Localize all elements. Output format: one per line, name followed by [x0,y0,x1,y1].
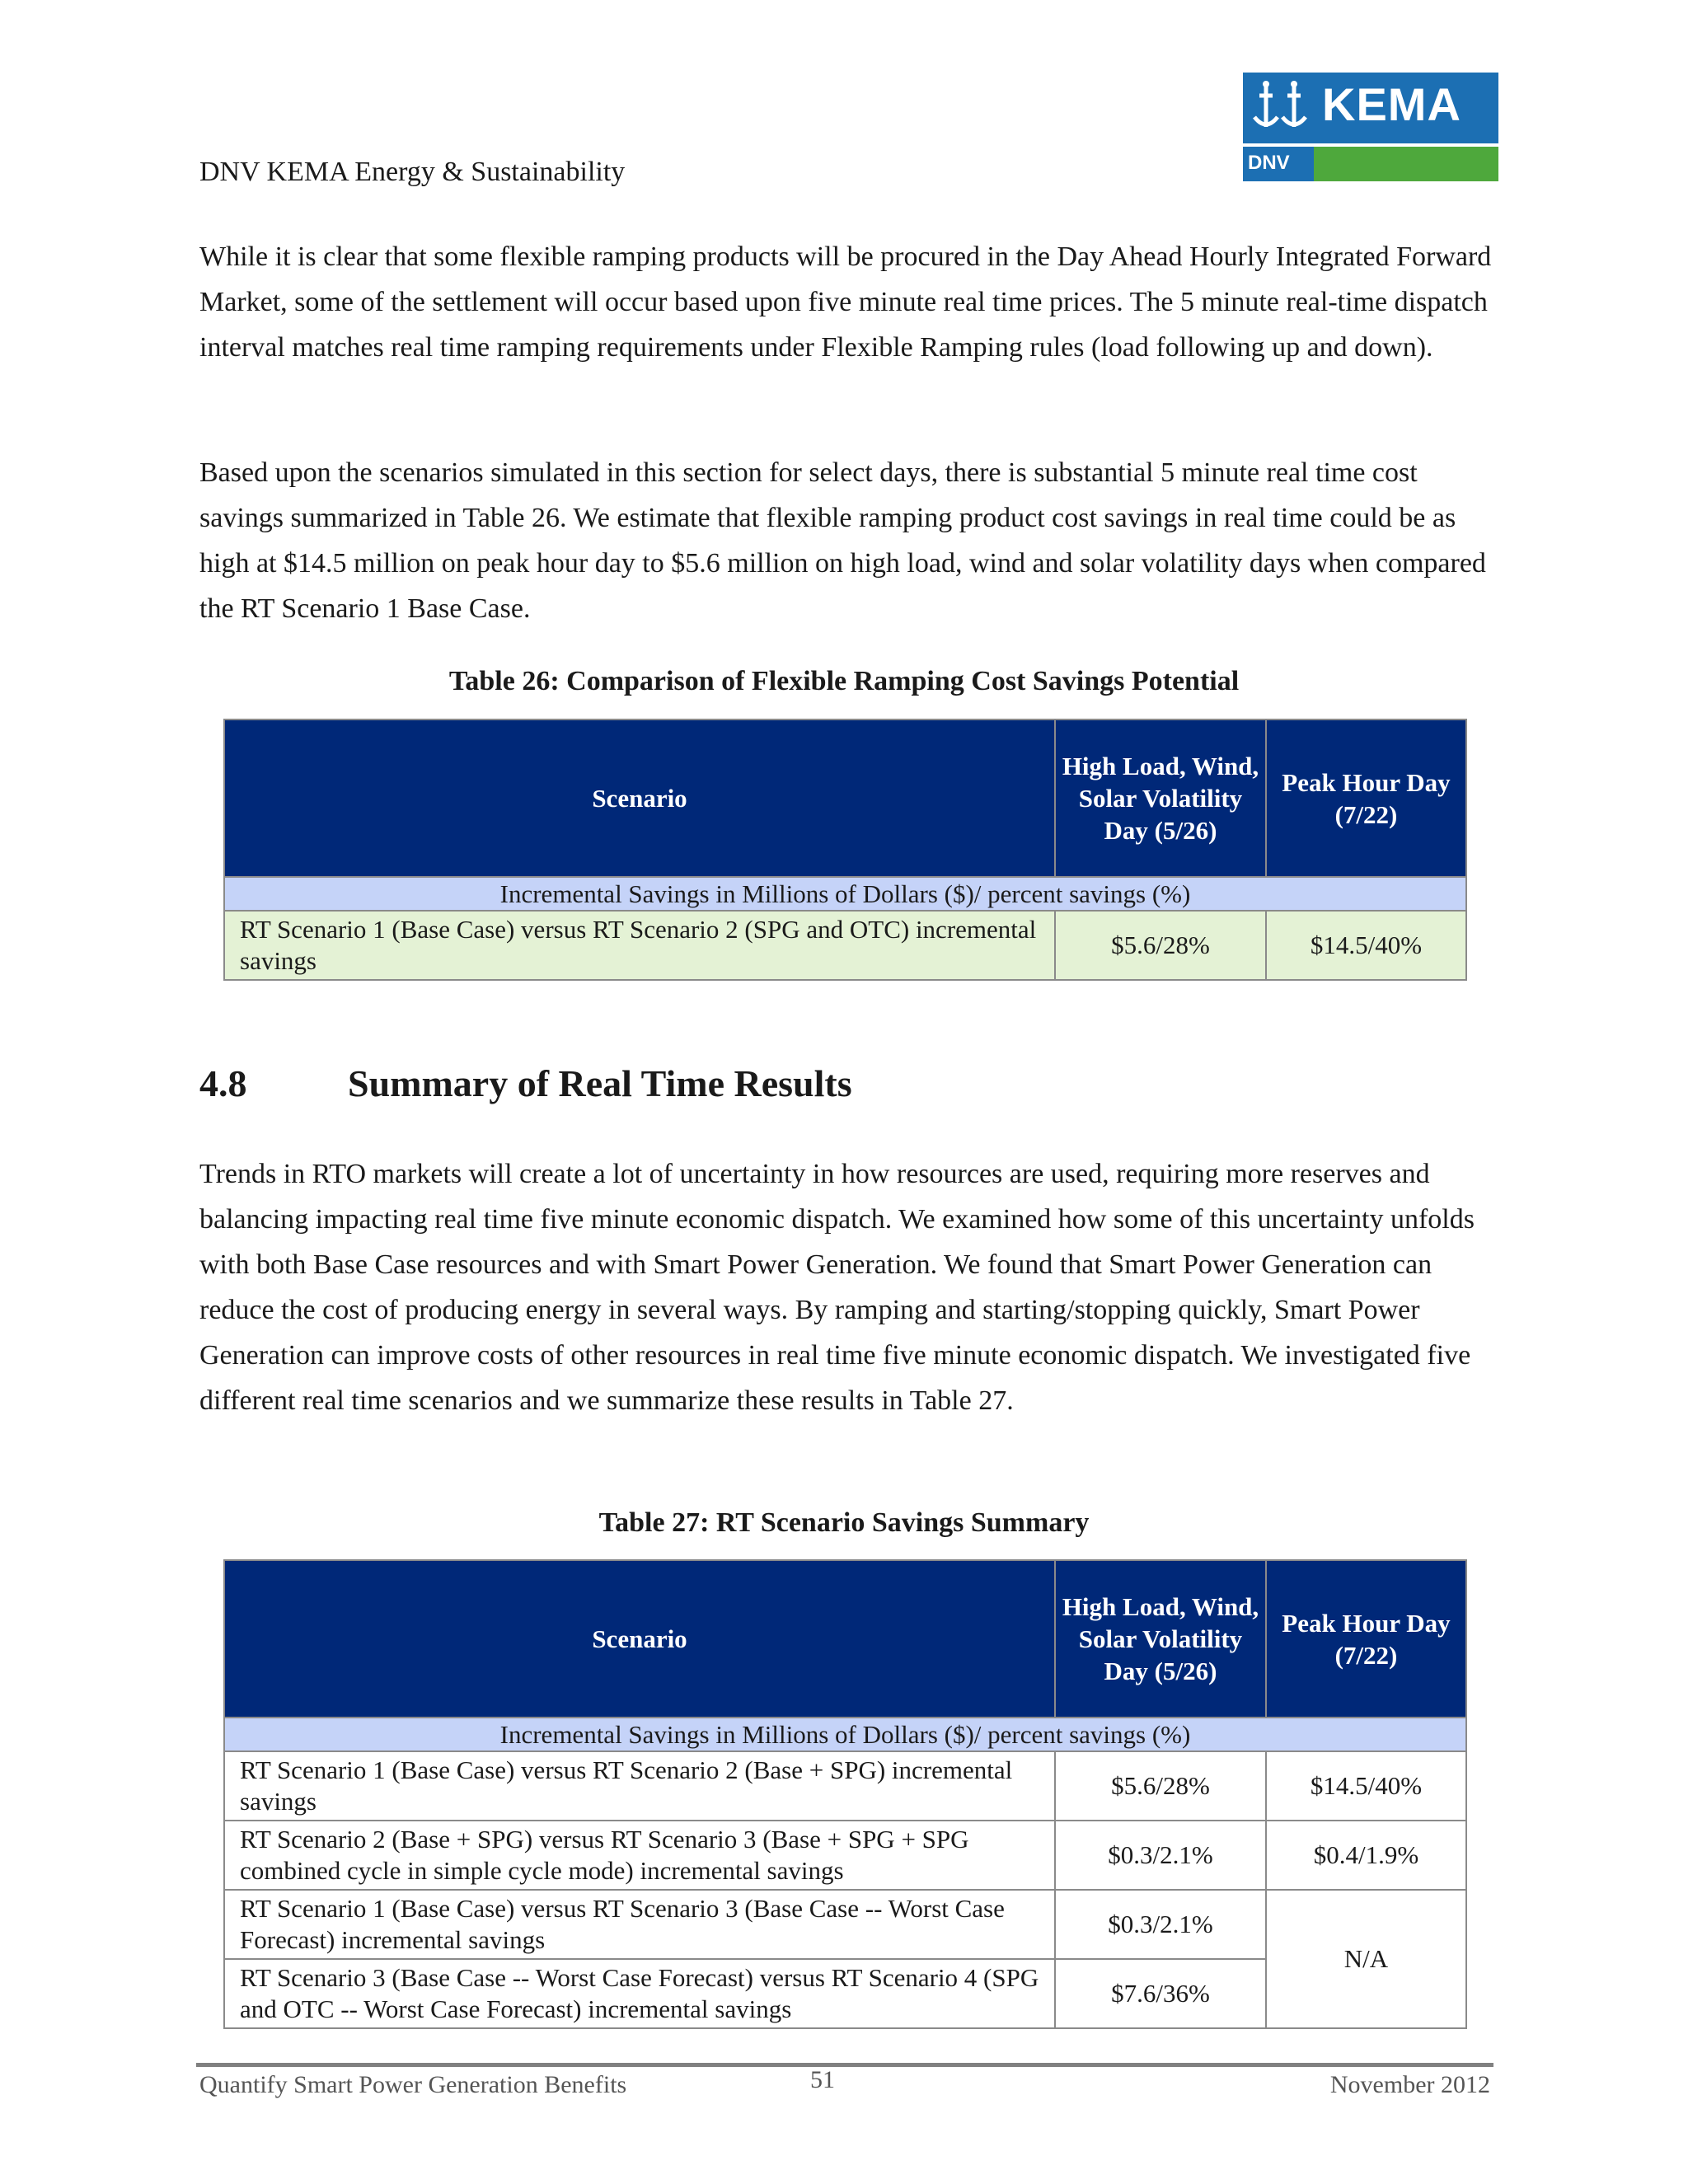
section-number: 4.8 [199,1062,247,1104]
logo-wordmark: KEMA [1322,78,1461,130]
row-high-value: $7.6/36% [1055,1959,1266,2028]
table26-header-peak-hour: Peak Hour Day (7/22) [1266,719,1466,877]
row-label: RT Scenario 1 (Base Case) versus RT Scenario 2 (SPG and OTC) incremental savings [224,911,1055,980]
table26-caption: Table 26: Comparison of Flexible Ramping Cost Savings Potential [448,666,1240,696]
logo-dnv: DNV [1248,152,1290,174]
company-name: DNV KEMA Energy & Sustainability [199,157,626,187]
table26-header-high-load: High Load, Wind, Solar Volatility Day (5/26) [1055,719,1266,877]
table-row [224,911,1466,980]
table26-header-scenario: Scenario [224,719,1055,877]
paragraph-cost-savings: Based upon the scenarios simulated in this section for select days, there is substantial 5 minute real time cost savings summarized in Table 26. We estimate that flexible ramping product cost savings in real time could be as high at $14.5 million on peak hour day to $5.6 million on high load, wind and solar volatility days when compared the RT Scenario 1 Base Case. [199,457,1486,624]
row-peak-value: $0.4/1.9% [1266,1821,1466,1890]
page-number: 51 [810,2066,835,2093]
paragraph-flexible-ramping: While it is clear that some flexible ramping products will be procured in the Day Ahead Hourly Integrated Forward Market, some of the settlement will occur based upon five minute real time prices. The 5 minute real-time dispatch interval matches real time ramping requirements under Flexible Ramping rules (load following up and down). [199,241,1492,363]
table-27 [223,1559,1467,2029]
table-row [224,1821,1466,1890]
table-26 [223,719,1467,981]
paragraph-rto-trends: Trends in RTO markets will create a lot of uncertainty in how resources are used, requiring more reserves and balancing impacting real time five minute economic dispatch. We examined how some of this uncertainty unfolds with both Base Case resources and with Smart Power Generation. We found that Smart Power Generation can reduce the cost of producing energy in several ways. By ramping and starting/stopping quickly, Smart Power Generation can improve costs of other resources in real time five minute economic dispatch. We investigated five different real time scenarios and we summarize these results in Table 27. [199,1159,1475,1416]
row-label: RT Scenario 3 (Base Case -- Worst Case Forecast) versus RT Scenario 4 (SPG and OTC -- Worst Case Forecast) incremental savings [224,1959,1055,2028]
row-label: RT Scenario 2 (Base + SPG) versus RT Scenario 3 (Base + SPG + SPG combined cycle in simple cycle mode) incremental savings [224,1821,1055,1890]
row-high-value: $5.6/28% [1055,911,1266,980]
section-title: Summary of Real Time Results [348,1062,852,1104]
row-label: RT Scenario 1 (Base Case) versus RT Scenario 3 (Base Case -- Worst Case Forecast) incremental savings [224,1890,1055,1959]
kema-logo [1243,73,1498,181]
row-peak-value-merged: N/A [1266,1890,1466,2028]
table27-header-scenario: Scenario [224,1560,1055,1718]
section-heading [199,1062,852,1105]
anchor-emblem-icon [1248,77,1314,138]
table27-header-high-load: High Load, Wind, Solar Volatility Day (5/26) [1055,1560,1266,1718]
row-high-value: $0.3/2.1% [1055,1890,1266,1959]
table-row [224,1751,1466,1821]
row-peak-value: $14.5/40% [1266,911,1466,980]
row-label: RT Scenario 1 (Base Case) versus RT Scenario 2 (Base + SPG) incremental savings [224,1751,1055,1821]
table26-subheader: Incremental Savings in Millions of Dollars ($)/ percent savings (%) [224,877,1466,911]
row-peak-value: $14.5/40% [1266,1751,1466,1821]
footer-divider [196,2063,1493,2067]
row-high-value: $5.6/28% [1055,1751,1266,1821]
footer-date: November 2012 [1329,2071,1490,2098]
table27-subheader: Incremental Savings in Millions of Dollars ($)/ percent savings (%) [224,1718,1466,1751]
table-row [224,1890,1466,1959]
row-high-value: $0.3/2.1% [1055,1821,1266,1890]
table27-caption: Table 27: RT Scenario Savings Summary [598,1507,1090,1538]
table27-header-peak-hour: Peak Hour Day (7/22) [1266,1560,1466,1718]
footer-document-title: Quantify Smart Power Generation Benefits [199,2071,627,2098]
